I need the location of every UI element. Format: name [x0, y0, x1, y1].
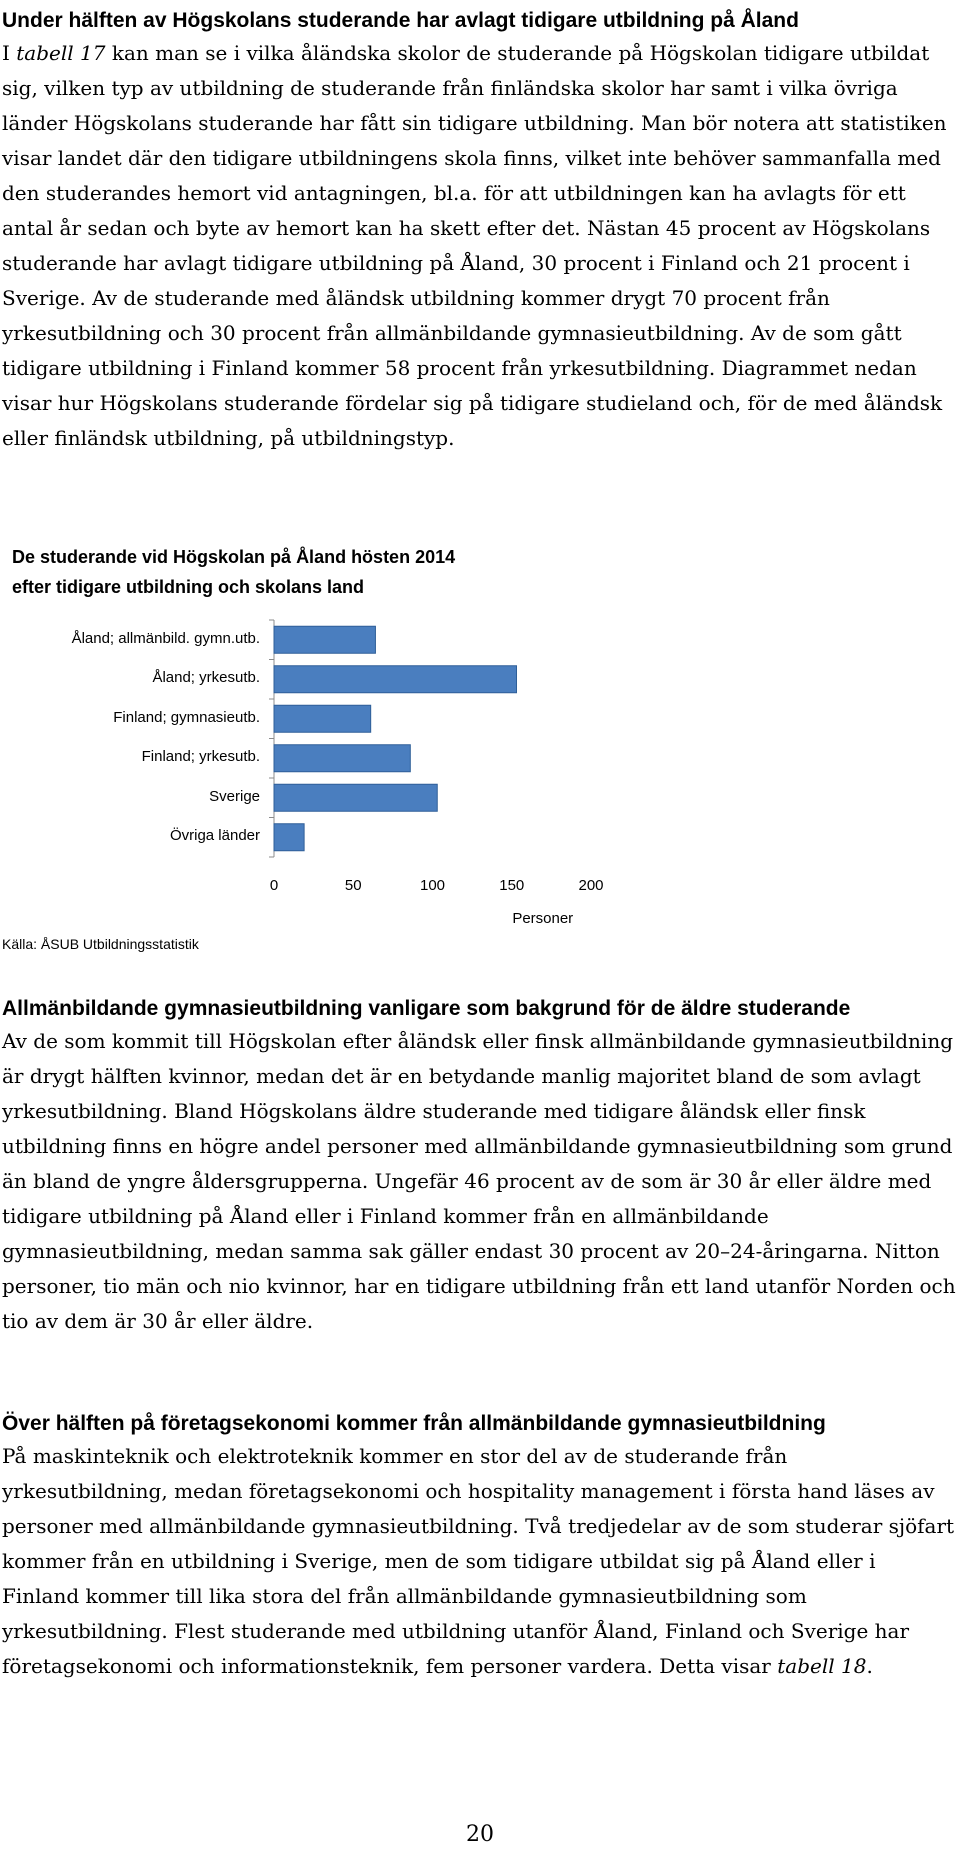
paragraph-intro: I — [2, 41, 17, 65]
section-3 — [2, 1408, 958, 1684]
category-label: Övriga länder — [169, 827, 260, 845]
bar — [274, 784, 437, 811]
bar — [274, 666, 517, 693]
page-number: 20 — [466, 1822, 494, 1847]
category-label: Åland; allmänbild. gymn.utb. — [71, 629, 260, 647]
section-1-heading: Under hälften av Högskolans studerande har avlagt tidigare utbildning på Åland — [2, 9, 799, 32]
section-2-paragraph: Av de som kommit till Högskolan efter åländsk eller finsk allmänbildande gymnasieutbildning är drygt hälften kvinnor, medan det är en betydande manlig majoritet bland de som avlagt yrkesutbildning. Bland Högskolans äldre studerande med tidigare åländsk eller finsk utbildning finns en högre andel personer med allmänbildande gymnasieutbildning som grund än bland de yngre åldersgrupperna. Ungefär 46 procent av de som är 30 år eller äldre med tidigare utbildning på Åland eller i Finland kommer från en allmänbildande gymnasieutbildning, medan samma sak gäller endast 30 procent av 20–24-åringarna. Nitton personer, tio män och nio kvinnor, har en tidigare utbildning från ett land utanför Norden och tio av dem är 30 år eller äldre. — [2, 1029, 956, 1333]
chart-title-line-2: efter tidigare utbildning och skolans land — [12, 577, 365, 597]
section-3-heading: Över hälften på företagsekonomi kommer från allmänbildande gymnasieutbildning — [2, 1412, 826, 1435]
category-label: Sverige — [209, 787, 260, 805]
section-2-heading: Allmänbildande gymnasieutbildning vanligare som bakgrund för de äldre studerande — [2, 997, 851, 1020]
chart-source: Källa: ÅSUB Utbildningsstatistik — [2, 936, 199, 952]
bar — [274, 824, 304, 851]
table-reference: tabell 18 — [777, 1654, 867, 1678]
bar — [274, 705, 371, 732]
section-2 — [2, 993, 958, 1339]
x-axis-title: Personer — [512, 910, 574, 927]
paragraph-text: På maskinteknik och elektroteknik kommer en stor del av de studerande från yrkesutbildning, medan företagsekonomi och hospitality management i första hand läses av personer med allmänbildande gymnasieutbildning. Två tredjedelar av de som studerar sjöfart kommer från en utbildning i Sverige, men de som tidigare utbildat sig på Åland eller i Finland kommer till lika stora del från allmänbildande gymnasieutbildning som yrkesutbildning. Flest studerande med utbildning utanför Åland, Finland och Sverige har företagsekonomi och informationsteknik, fem personer vardera. Detta visar — [2, 1444, 955, 1678]
section-3-paragraph — [2, 1439, 958, 1684]
x-tick-label: 200 — [578, 877, 604, 894]
x-tick-label: 100 — [419, 877, 446, 894]
bar — [274, 745, 410, 772]
chart-title-line-1: De studerande vid Högskolan på Åland hösten 2014 — [12, 547, 456, 567]
bar — [274, 626, 375, 653]
category-label: Åland; yrkesutb. — [152, 669, 260, 687]
x-tick-label: 0 — [269, 877, 279, 894]
table-reference: tabell 17 — [16, 41, 106, 65]
x-tick-label: 150 — [499, 877, 525, 894]
paragraph-end: . — [866, 1654, 873, 1678]
x-tick-label: 50 — [344, 877, 362, 894]
paragraph-text: kan man se i vilka åländska skolor de studerande på Högskolan tidigare utbildat sig, vilken typ av utbildning de studerande från finländska skolor har samt i vilka övriga länder Högskolans studerande har fått sin tidigare utbildning. Man bör notera att statistiken visar landet där den tidigare utbildningens skola finns, vilket inte behöver sammanfalla med den studerandes hemort vid antagningen, bl.a. för att utbildningen kan ha avlagts för ett antal år sedan och byte av hemort kan ha skett efter det. Nästan 45 procent av Högskolans studerande har avlagt tidigare utbildning på Åland, 30 procent i Finland och 21 procent i Sverige. Av de studerande med åländsk utbildning kommer drygt 70 procent från yrkesutbildning och 30 procent från allmänbildande gymnasieutbildning. Av de som gått tidigare utbildning i Finland kommer 58 procent från yrkesutbildning. Diagrammet nedan visar hur Högskolans studerande fördelar sig på tidigare studieland och, för de med åländsk eller finländsk utbildning, på utbildningstyp. — [2, 41, 947, 450]
category-label: Finland; gymnasieutb. — [113, 708, 260, 726]
category-label: Finland; yrkesutb. — [141, 748, 260, 766]
